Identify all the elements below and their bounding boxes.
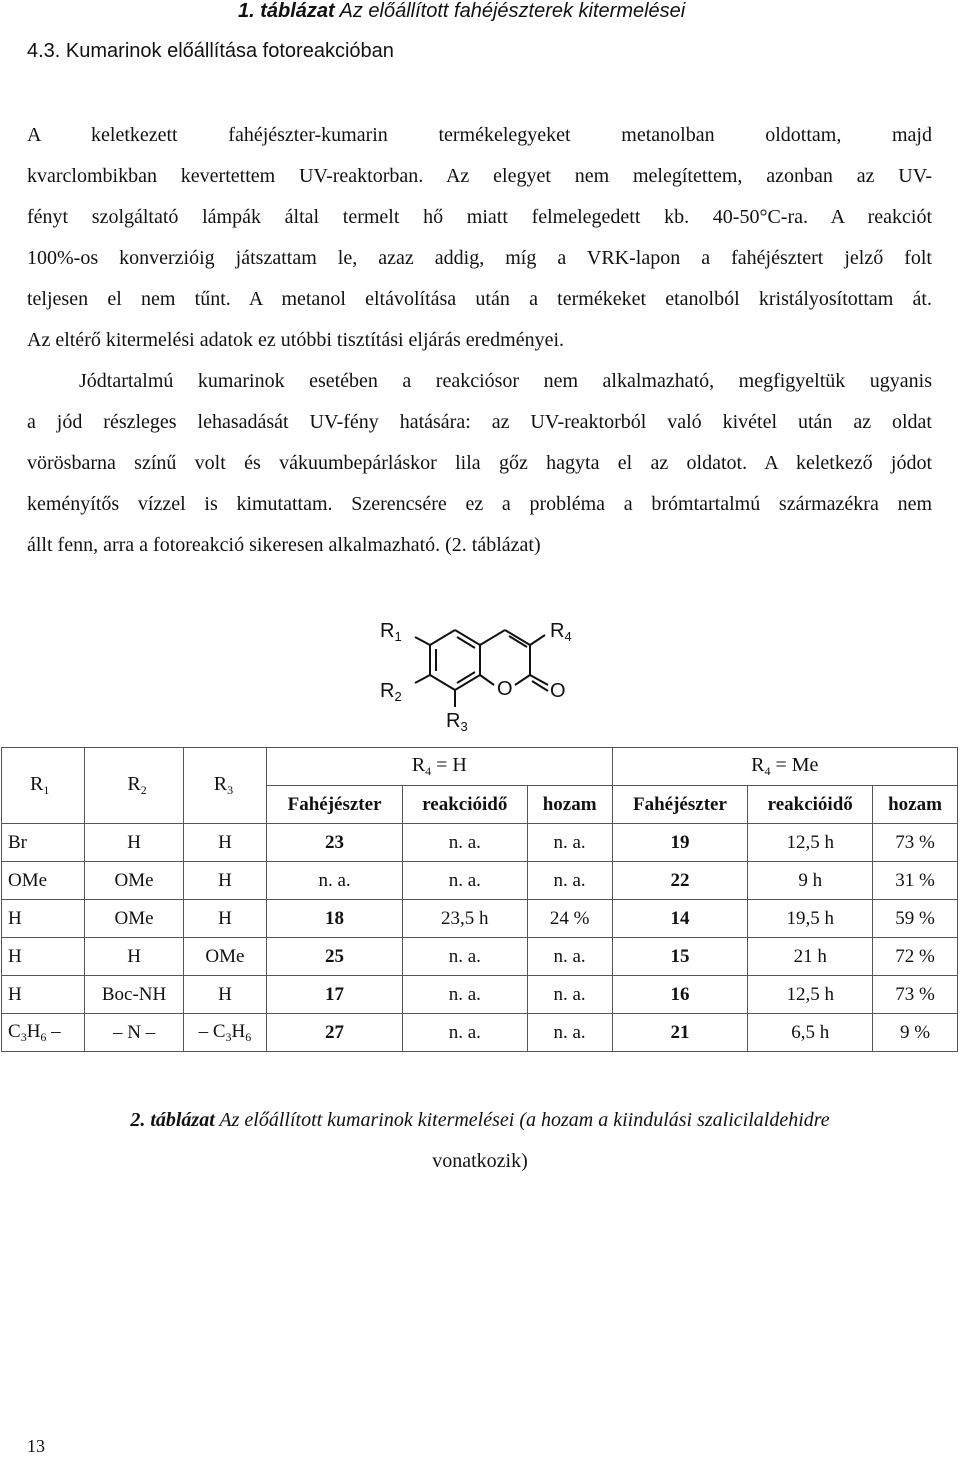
table-cell: n. a. — [402, 862, 527, 900]
table-cell: 19 — [612, 824, 748, 862]
table-cell: n. a. — [402, 1014, 527, 1052]
table2-caption-line2: vonatkozik) — [432, 1150, 528, 1172]
paragraph-2-line: vörösbarna színű volt és vákuumbepárláskor lila gőz hagyta el az oldatot. A keletkező jódot — [27, 452, 932, 474]
r2-label: $R_2$ — [380, 680, 402, 704]
paragraph-2 — [27, 361, 932, 566]
carbonyl-oxygen-label: O — [550, 680, 566, 702]
subheader-cell: Fahéjészter — [612, 786, 748, 824]
table-cell: 24 % — [527, 900, 612, 938]
paragraph-1-line: A keletkezett fahéjészter-kumarin termékelegyeket metanolban oldottam, majd — [27, 124, 932, 146]
table-cell: H — [2, 976, 85, 1014]
paragraph-2-line: keményítős vízzel is kimutattam. Szerencsére ez a probléma a brómtartalmú származékra nem — [27, 493, 932, 515]
table-cell: OMe — [183, 938, 266, 976]
table-cell: 16 — [612, 976, 748, 1014]
table-cell: 31 % — [873, 862, 958, 900]
paragraph-1 — [27, 115, 932, 361]
table-cell: n. a. — [527, 938, 612, 976]
table-cell: 9 % — [873, 1014, 958, 1052]
table2-caption-label: 2. táblázat — [130, 1109, 215, 1131]
ring-oxygen-label: O — [497, 678, 513, 700]
group-r4-h-header: $R_4 = H$ — [267, 748, 612, 786]
table-cell-linker-r2: – N – — [85, 1014, 183, 1052]
table-row — [2, 862, 958, 900]
table2-caption-text: Az előállított kumarinok kitermelései (a hozam a kiindulási szalicilaldehidre — [214, 1109, 830, 1131]
table-cell: 25 — [267, 938, 403, 976]
table-cell: n. a. — [402, 976, 527, 1014]
table-cell: 23,5 h — [402, 900, 527, 938]
table-cell: H — [2, 900, 85, 938]
r1-label: $R_1$ — [380, 620, 402, 644]
table1-caption — [238, 0, 685, 23]
table-cell-linker-r1: $C_3H_6$ – — [2, 1014, 85, 1052]
table-cell: 19,5 h — [748, 900, 873, 938]
table-row — [2, 824, 958, 862]
table-cell: 6,5 h — [748, 1014, 873, 1052]
table-cell: 22 — [612, 862, 748, 900]
paragraph-1-line: teljesen el nem tűnt. A metanol eltávolítása után a termékeket etanolból kristályosítottam át. — [27, 288, 932, 310]
table-cell: n. a. — [527, 1014, 612, 1052]
table-cell: 17 — [267, 976, 403, 1014]
section-heading: 4.3. Kumarinok előállítása fotoreakcióban — [27, 40, 394, 62]
table-cell: 9 h — [748, 862, 873, 900]
table-row — [2, 900, 958, 938]
table-cell: n. a. — [527, 976, 612, 1014]
table-cell: H — [85, 938, 183, 976]
r3-label: $R_3$ — [446, 710, 468, 734]
table-cell: 18 — [267, 900, 403, 938]
subheader-cell: hozam — [527, 786, 612, 824]
table-cell: 23 — [267, 824, 403, 862]
coumarin-structure — [370, 605, 600, 740]
subheader-cell: Fahéjészter — [267, 786, 403, 824]
table-cell: 72 % — [873, 938, 958, 976]
table1-caption-text: Az előállított fahéjészterek kitermelései — [334, 0, 686, 22]
table-cell: 27 — [267, 1014, 403, 1052]
table-cell: H — [183, 900, 266, 938]
subheader-cell: reakcióidő — [748, 786, 873, 824]
col-r2-header: $R_2$ — [85, 748, 183, 824]
table2-caption — [0, 1100, 960, 1182]
table-cell: n. a. — [402, 938, 527, 976]
table-row — [2, 938, 958, 976]
paragraph-1-line: 100%-os konverzióig játszattam le, azaz addig, míg a VRK-lapon a fahéjésztert jelző folt — [27, 247, 932, 269]
table-cell-linker-r3: – $C_3H_6$ — [183, 1014, 266, 1052]
table-cell: OMe — [85, 862, 183, 900]
table-cell: n. a. — [527, 862, 612, 900]
table-cell: H — [85, 824, 183, 862]
paragraph-2-line: a jód részleges lehasadását UV-fény hatására: az UV-reaktorból való kivétel után az oldat — [27, 411, 932, 433]
table-cell: 73 % — [873, 824, 958, 862]
table-cell: Br — [2, 824, 85, 862]
table-cell: H — [183, 976, 266, 1014]
table-cell: 15 — [612, 938, 748, 976]
paragraph-2-line: állt fenn, arra a fotoreakció sikeresen alkalmazható. (2. táblázat) — [27, 534, 541, 556]
table-cell: Boc-NH — [85, 976, 183, 1014]
table-cell: 12,5 h — [748, 976, 873, 1014]
table-cell: H — [2, 938, 85, 976]
table-cell: 21 — [612, 1014, 748, 1052]
subheader-cell: reakcióidő — [402, 786, 527, 824]
table-cell: 21 h — [748, 938, 873, 976]
table1-caption-label: 1. táblázat — [238, 0, 335, 22]
table-cell: n. a. — [402, 824, 527, 862]
coumarin-yield-table — [1, 747, 958, 1052]
table-cell: n. a. — [267, 862, 403, 900]
table-cell: OMe — [2, 862, 85, 900]
paragraph-1-line: kvarclombikban kevertettem UV-reaktorban. Az elegyet nem melegítettem, azonban az UV- — [27, 165, 932, 187]
col-r3-header: $R_3$ — [183, 748, 266, 824]
paragraph-1-line: fényt szolgáltató lámpák által termelt hő miatt felmelegedett kb. 40-50°C-ra. A reakciót — [27, 206, 932, 228]
paragraph-2-line: Jódtartalmú kumarinok esetében a reakciósor nem alkalmazható, megfigyeltük ugyanis — [79, 370, 932, 392]
table-cell: 59 % — [873, 900, 958, 938]
table-header-row — [2, 748, 958, 786]
r4-label: $R_4$ — [550, 620, 572, 644]
table-cell: 73 % — [873, 976, 958, 1014]
table-row — [2, 976, 958, 1014]
paragraph-1-line: Az eltérő kitermelési adatok ez utóbbi tisztítási eljárás eredményei. — [27, 329, 565, 351]
table-cell: 12,5 h — [748, 824, 873, 862]
table-cell: H — [183, 862, 266, 900]
group-r4-me-header: $R_4 = Me$ — [612, 748, 957, 786]
table-cell: H — [183, 824, 266, 862]
table-cell: OMe — [85, 900, 183, 938]
coumarin-bonds — [415, 630, 548, 707]
table-cell: n. a. — [527, 824, 612, 862]
page-number: 13 — [27, 1436, 45, 1456]
table-row — [2, 1014, 958, 1052]
subheader-cell: hozam — [873, 786, 958, 824]
col-r1-header: $R_1$ — [2, 748, 85, 824]
table-cell: 14 — [612, 900, 748, 938]
